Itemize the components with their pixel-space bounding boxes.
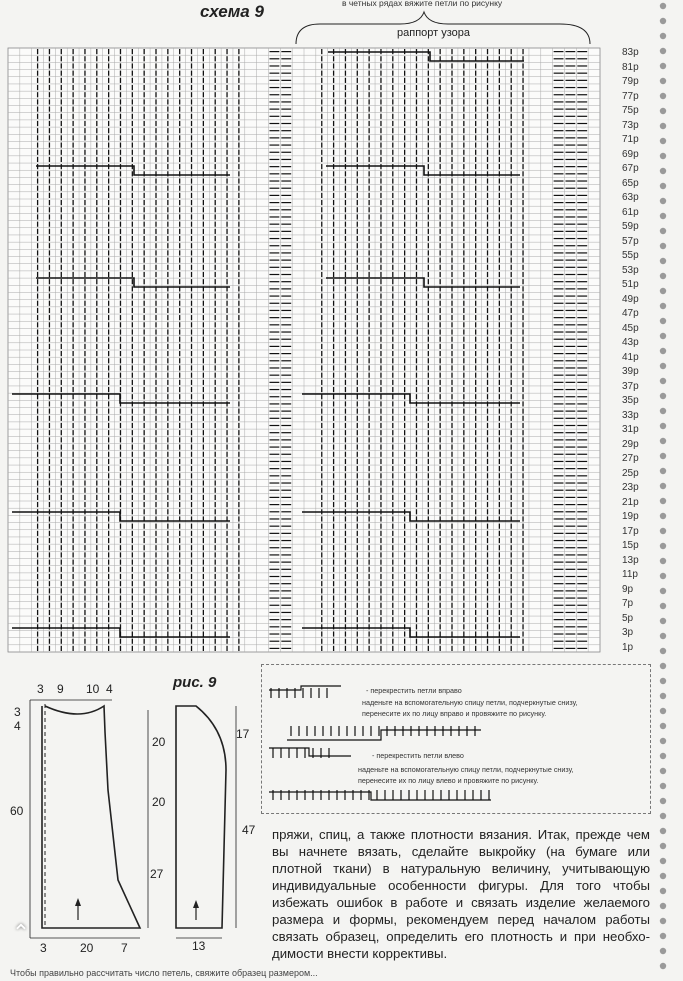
body-paragraph: пряжи, спиц, а также плотности вязания. Итак, прежде чем вы начнете вязать, сделайте выкройку (на бумаге или плотной ткани) в натуральную величину, учитывающую индивидуальные особенности фигуры. Для того чтобы избежать ошибок в работе и связать изделие желаемого размера и формы, рекомендуем перед началом работы связать образец, определить его плотность и при необхо-димости внести коррективы. xyxy=(272,827,650,961)
row-label: 3p xyxy=(622,627,634,639)
sleeve-piece xyxy=(176,706,226,928)
row-label: 41p xyxy=(622,351,639,363)
cut-off-text-line: Чтобы правильно рассчитать число петель, свяжите образец размером... xyxy=(10,968,318,978)
row-label: 43p xyxy=(622,337,639,349)
row-label: 47p xyxy=(622,308,639,320)
dim-label: 4 xyxy=(106,682,113,696)
row-label: 25p xyxy=(622,467,639,479)
row-label: 33p xyxy=(622,409,639,421)
row-label: 55p xyxy=(622,250,639,262)
chart-note: в четных рядах вяжите петли по рисунку xyxy=(342,0,503,8)
cross-right-example xyxy=(291,726,475,736)
row-label: 19p xyxy=(622,511,639,523)
chart-title: схема 9 xyxy=(200,2,264,21)
row-label: 23p xyxy=(622,482,639,494)
dim-label: 3 xyxy=(37,682,44,696)
dim-label: 3 xyxy=(14,705,21,719)
row-label: 83p xyxy=(622,47,639,58)
row-label: 15p xyxy=(622,540,639,552)
perforation-dots xyxy=(656,0,670,981)
row-label: 17p xyxy=(622,525,639,537)
legend-right-line2: перенесите их по лицу вправо и провяжите по рисунку. xyxy=(362,709,547,718)
dim-label: 10 xyxy=(86,682,100,696)
row-label: 81p xyxy=(622,61,639,73)
front-piece xyxy=(42,704,140,928)
front-outline xyxy=(42,706,140,928)
arrow-head xyxy=(193,900,199,908)
sleeve-outline xyxy=(176,706,226,928)
row-label: 61p xyxy=(622,206,639,218)
row-label: 57p xyxy=(622,235,639,247)
row-label: 77p xyxy=(622,90,639,102)
figure-title: рис. 9 xyxy=(173,674,217,691)
row-label: 71p xyxy=(622,134,639,146)
dim-label: 7 xyxy=(121,941,128,955)
legend-right-line1: наденьте на вспомогательную спицу петли, подчеркнутые снизу, xyxy=(362,698,578,707)
row-label: 73p xyxy=(622,119,639,131)
row-label: 45p xyxy=(622,322,639,334)
row-label: 29p xyxy=(622,438,639,450)
arrow-head xyxy=(75,898,81,906)
row-label: 75p xyxy=(622,105,639,117)
dim-label: 3 xyxy=(40,941,47,955)
row-label: 39p xyxy=(622,366,639,378)
row-label: 13p xyxy=(622,554,639,566)
row-label: 51p xyxy=(622,279,639,291)
row-label: 59p xyxy=(622,221,639,233)
pattern-repeat-label: раппорт узора xyxy=(397,27,471,39)
row-label: 69p xyxy=(622,148,639,160)
row-label: 53p xyxy=(622,264,639,276)
row-label: 27p xyxy=(622,453,639,465)
dim-label: 27 xyxy=(150,867,164,881)
row-label: 11p xyxy=(622,569,638,581)
row-label: 9p xyxy=(622,583,634,595)
dim-label: 20 xyxy=(152,735,166,749)
garment-pattern xyxy=(0,670,260,970)
dim-label: 9 xyxy=(57,682,64,696)
dim-label: 20 xyxy=(80,941,94,955)
row-label: 63p xyxy=(622,192,639,204)
legend-left-line2: перенесите их по лицу влево и провяжите по рисунку. xyxy=(358,776,539,785)
body-text xyxy=(272,826,650,962)
chevron-up-icon[interactable]: ⌃ xyxy=(11,920,31,945)
row-label: 31p xyxy=(622,424,639,436)
row-label: 35p xyxy=(622,395,639,407)
dim-label: 17 xyxy=(236,727,250,741)
row-label: 21p xyxy=(622,496,639,508)
row-label: 79p xyxy=(622,76,639,88)
row-label: 1p xyxy=(622,642,634,653)
dim-label: 4 xyxy=(14,719,21,733)
row-label: 5p xyxy=(622,612,634,624)
row-label: 49p xyxy=(622,293,639,305)
row-label: 7p xyxy=(622,598,634,610)
dim-label: 60 xyxy=(10,804,24,818)
legend-left-line1: наденьте на вспомогательную спицу петли, подчеркнутые снизу, xyxy=(358,765,574,774)
dim-label: 13 xyxy=(192,939,206,953)
dimension-lines xyxy=(30,700,236,938)
dim-label: 20 xyxy=(152,795,166,809)
dim-label: 47 xyxy=(242,823,256,837)
legend-left-title: - перекрестить петли влево xyxy=(372,751,464,760)
row-label: 67p xyxy=(622,163,639,175)
row-label: 65p xyxy=(622,177,639,189)
legend-right-title: - перекрестить петли вправо xyxy=(366,686,462,695)
row-label: 37p xyxy=(622,380,639,392)
